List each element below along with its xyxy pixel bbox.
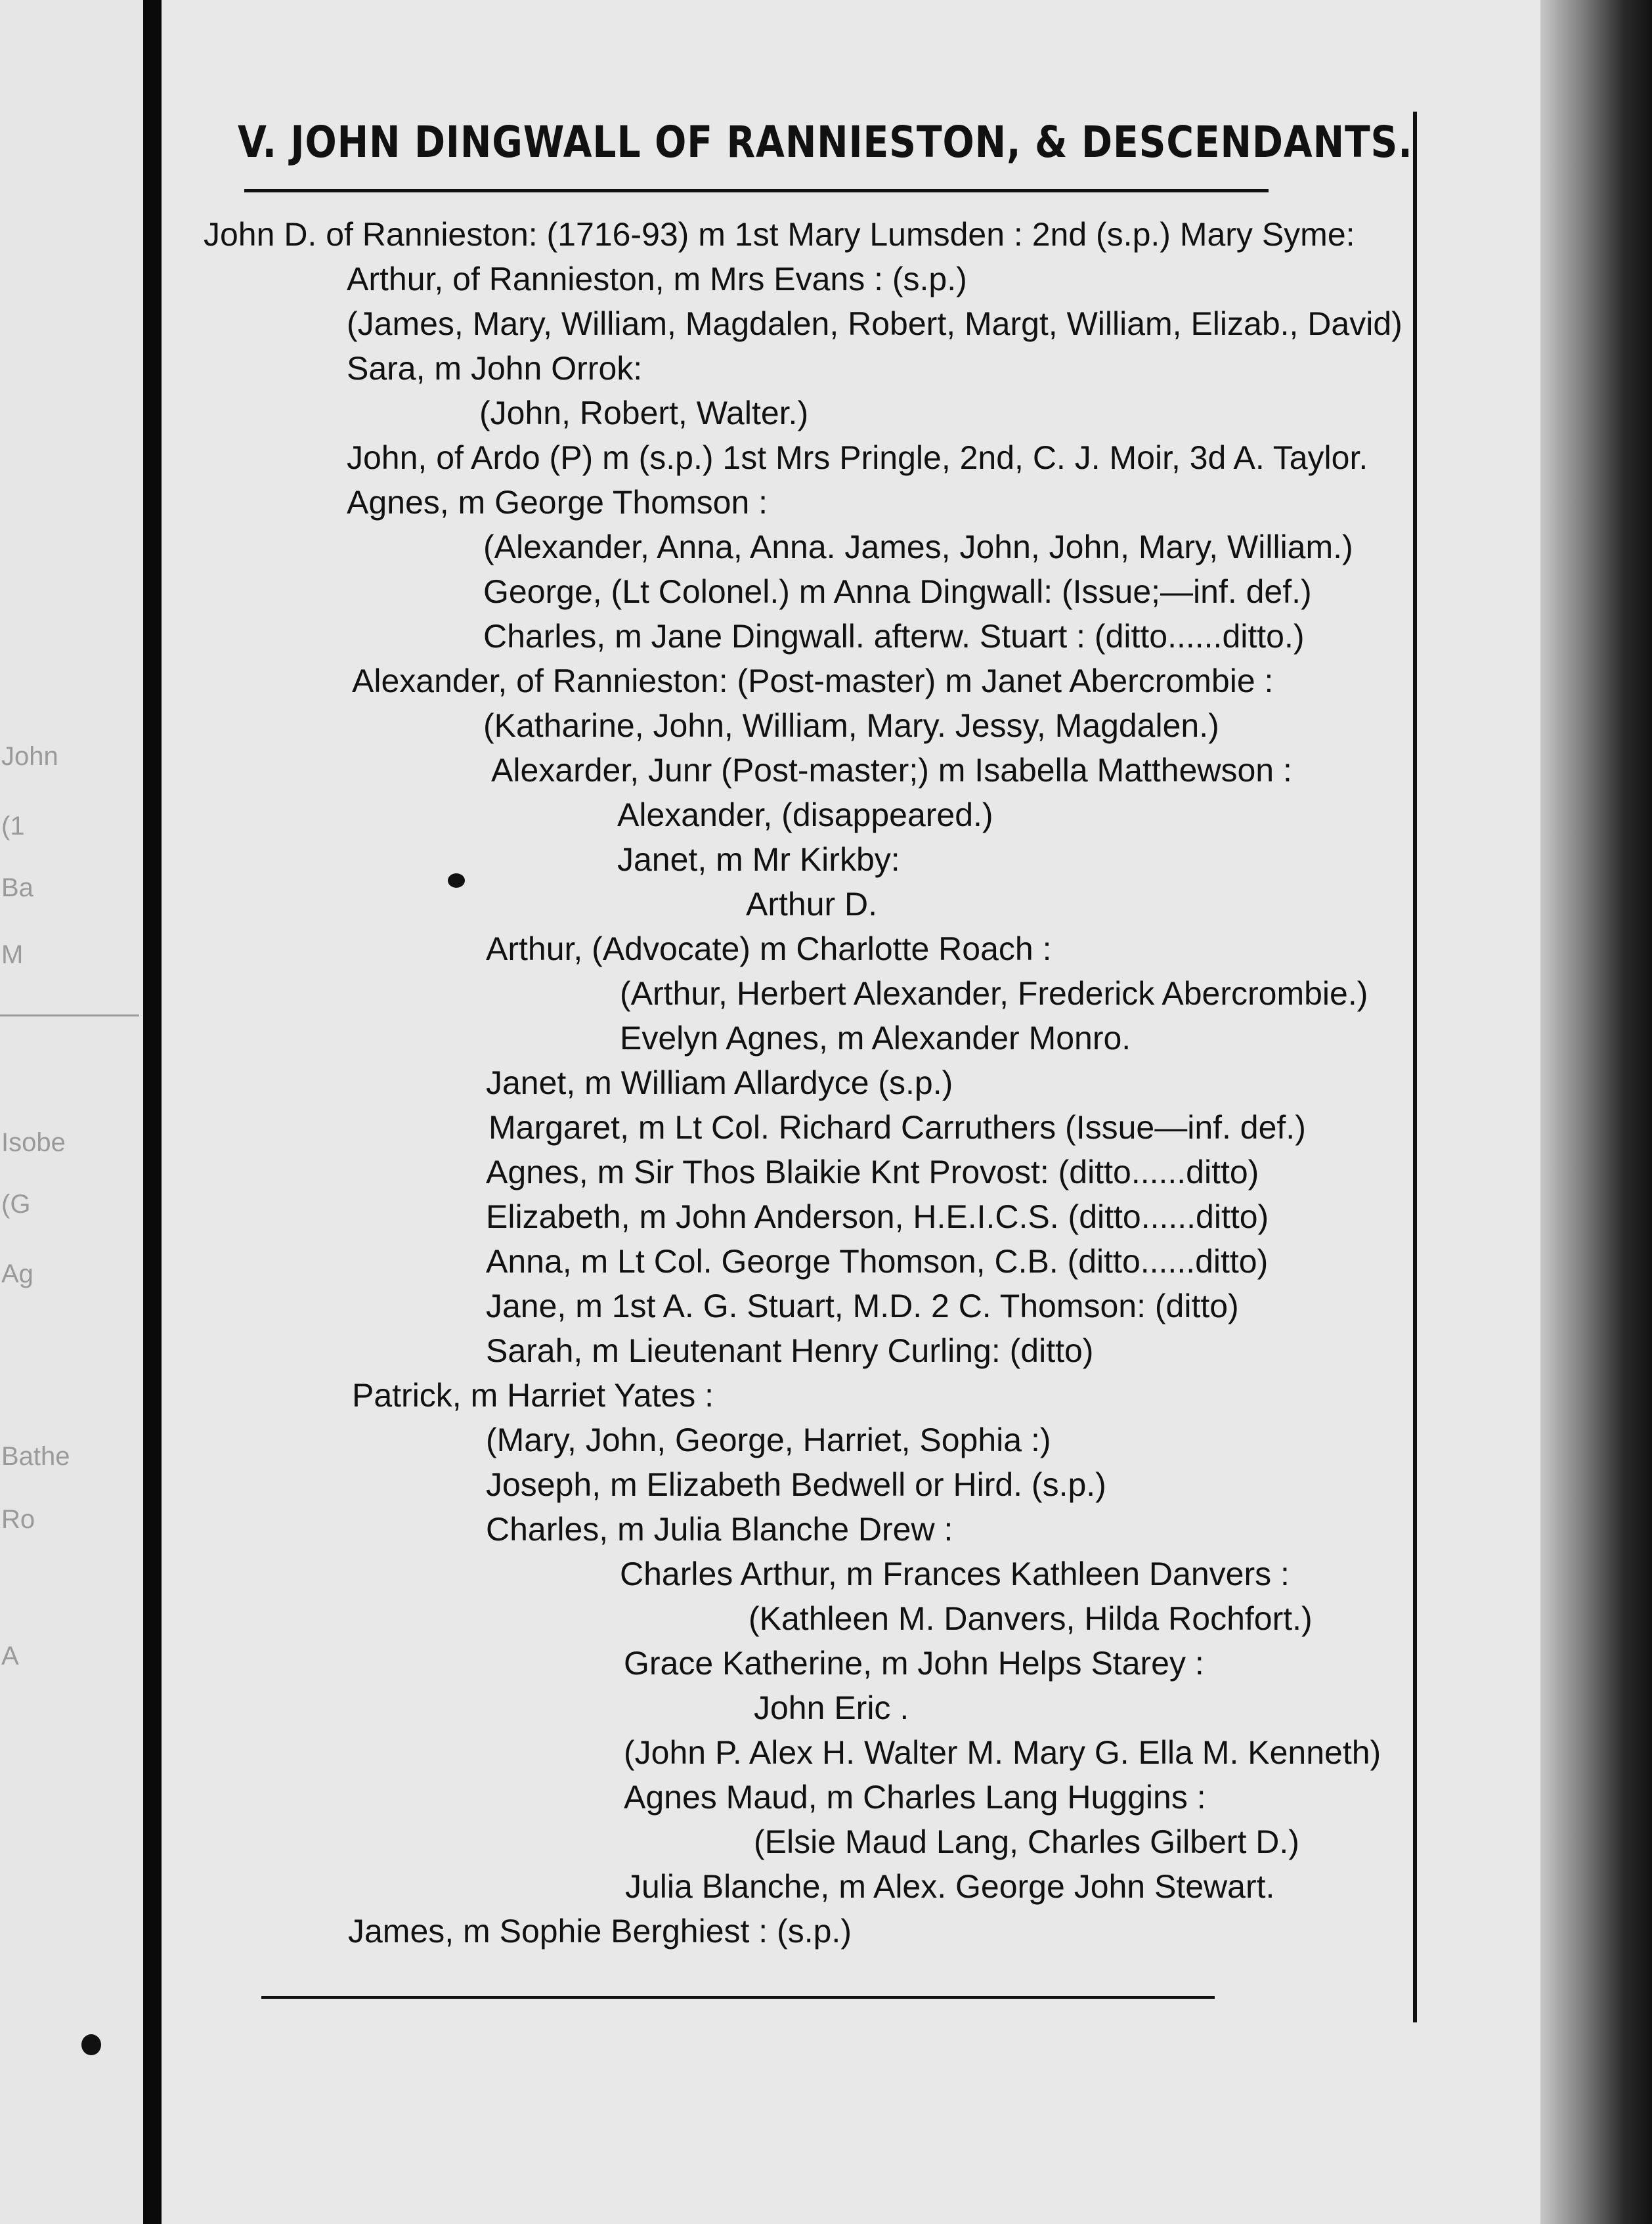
genealogy-line: Anna, m Lt Col. George Thomson, C.B. (ditto......ditto) bbox=[486, 1243, 1269, 1280]
bleed-text: Isobe bbox=[1, 1128, 66, 1157]
bleed-text: Ba bbox=[1, 873, 33, 902]
genealogy-line: George, (Lt Colonel.) m Anna Dingwall: (Issue;—inf. def.) bbox=[483, 573, 1312, 610]
genealogy-line: Elizabeth, m John Anderson, H.E.I.C.S. (ditto......ditto) bbox=[486, 1198, 1269, 1235]
genealogy-line: (Elsie Maud Lang, Charles Gilbert D.) bbox=[754, 1823, 1299, 1860]
genealogy-line: Patrick, m Harriet Yates : bbox=[352, 1377, 714, 1414]
genealogy-line: (James, Mary, William, Magdalen, Robert, Margt, William, Elizab., David) bbox=[347, 305, 1402, 342]
genealogy-line: Alexander, (disappeared.) bbox=[617, 796, 993, 833]
genealogy-line: (Katharine, John, William, Mary. Jessy, Magdalen.) bbox=[483, 707, 1219, 744]
genealogy-line: Agnes, m Sir Thos Blaikie Knt Provost: (ditto......ditto) bbox=[486, 1154, 1259, 1190]
genealogy-line: (Kathleen M. Danvers, Hilda Rochfort.) bbox=[749, 1600, 1313, 1637]
title-rule bbox=[244, 189, 1269, 192]
genealogy-line: John Eric . bbox=[754, 1690, 909, 1726]
genealogy-line: Charles Arthur, m Frances Kathleen Danvers : bbox=[620, 1556, 1290, 1592]
bleed-text: Ro bbox=[1, 1505, 35, 1534]
genealogy-line: John, of Ardo (P) m (s.p.) 1st Mrs Pringle, 2nd, C. J. Moir, 3d A. Taylor. bbox=[347, 439, 1368, 476]
genealogy-line: Charles, m Jane Dingwall. afterw. Stuart : (ditto......ditto.) bbox=[483, 618, 1305, 655]
bleed-text: M bbox=[1, 940, 24, 969]
bleed-text: A bbox=[1, 1642, 19, 1670]
genealogy-line: Agnes Maud, m Charles Lang Huggins : bbox=[624, 1779, 1206, 1816]
genealogy-line: (Mary, John, George, Harriet, Sophia :) bbox=[486, 1422, 1051, 1458]
genealogy-line: Janet, m William Allardyce (s.p.) bbox=[486, 1064, 953, 1101]
genealogy-line: Grace Katherine, m John Helps Starey : bbox=[624, 1645, 1204, 1682]
binding-shadow bbox=[143, 0, 162, 2224]
genealogy-line: Arthur D. bbox=[746, 886, 878, 923]
ink-blot bbox=[448, 873, 465, 888]
genealogy-line: John D. of Rannieston: (1716-93) m 1st Mary Lumsden : 2nd (s.p.) Mary Syme: bbox=[204, 216, 1355, 253]
previous-page-edge bbox=[0, 0, 143, 2224]
bleed-text: Bathe bbox=[1, 1442, 70, 1471]
genealogy-line: Evelyn Agnes, m Alexander Monro. bbox=[620, 1020, 1131, 1057]
genealogy-line: Joseph, m Elizabeth Bedwell or Hird. (s.p.) bbox=[486, 1466, 1106, 1503]
genealogy-line: Charles, m Julia Blanche Drew : bbox=[486, 1511, 953, 1548]
genealogy-line: Arthur, (Advocate) m Charlotte Roach : bbox=[486, 930, 1052, 967]
genealogy-line: James, m Sophie Berghiest : (s.p.) bbox=[348, 1913, 852, 1950]
genealogy-line: Alexander, of Rannieston: (Post-master) m Janet Abercrombie : bbox=[352, 663, 1274, 699]
genealogy-line: Janet, m Mr Kirkby: bbox=[617, 841, 900, 878]
closing-rule bbox=[261, 1996, 1215, 1999]
genealogy-line: Margaret, m Lt Col. Richard Carruthers (Issue—inf. def.) bbox=[489, 1109, 1306, 1146]
genealogy-line: (Arthur, Herbert Alexander, Frederick Abercrombie.) bbox=[620, 975, 1368, 1012]
ink-blot bbox=[81, 2034, 101, 2055]
genealogy-line: Arthur, of Rannieston, m Mrs Evans : (s.p.) bbox=[347, 261, 967, 297]
genealogy-line: Julia Blanche, m Alex. George John Stewart. bbox=[625, 1868, 1275, 1905]
bleed-text: Ag bbox=[1, 1259, 33, 1288]
genealogy-line: (Alexander, Anna, Anna. James, John, John, Mary, William.) bbox=[483, 529, 1353, 565]
bleed-text: (G bbox=[1, 1190, 31, 1219]
genealogy-line: Sarah, m Lieutenant Henry Curling: (ditto) bbox=[486, 1332, 1094, 1369]
genealogy-line: (John P. Alex H. Walter M. Mary G. Ella M. Kenneth) bbox=[624, 1734, 1381, 1771]
genealogy-line: Alexarder, Junr (Post-master;) m Isabella Matthewson : bbox=[491, 752, 1292, 789]
bleed-text: John bbox=[1, 742, 58, 771]
page-title: V. JOHN DINGWALL OF RANNIESTON, & DESCENDANTS. bbox=[238, 117, 1413, 167]
bleed-rule bbox=[0, 1014, 139, 1016]
page-edge-shadow bbox=[1540, 0, 1652, 2224]
genealogy-line: Jane, m 1st A. G. Stuart, M.D. 2 C. Thomson: (ditto) bbox=[486, 1288, 1239, 1324]
frame-rule bbox=[1413, 112, 1417, 2022]
bleed-text: (1 bbox=[1, 812, 25, 840]
genealogy-line: Sara, m John Orrok: bbox=[347, 350, 643, 387]
genealogy-line: Agnes, m George Thomson : bbox=[347, 484, 768, 521]
genealogy-line: (John, Robert, Walter.) bbox=[479, 395, 809, 431]
